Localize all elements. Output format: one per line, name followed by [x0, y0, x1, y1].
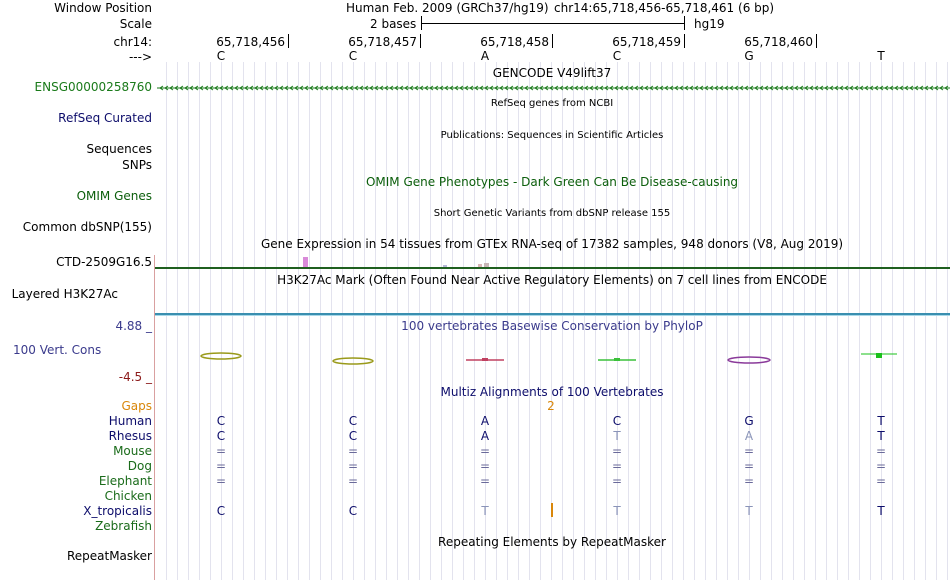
- alignment-base: =: [743, 444, 755, 458]
- species-label[interactable]: Mouse: [113, 444, 152, 458]
- gencode-track-title[interactable]: GENCODE V49lift37: [492, 66, 612, 80]
- omim-track-label[interactable]: OMIM Genes: [76, 189, 152, 203]
- ruler-coordinate: 65,718,460: [744, 35, 813, 49]
- gaps-label[interactable]: Gaps: [121, 399, 152, 413]
- data-area-left-border: [154, 255, 155, 580]
- alignment-base: T: [745, 504, 753, 518]
- pubs-track-title[interactable]: Publications: Sequences in Scientific Articles: [440, 130, 664, 141]
- rmsk-track-title[interactable]: Repeating Elements by RepeatMasker: [438, 535, 666, 549]
- alignment-base: =: [215, 444, 227, 458]
- alignment-base: =: [875, 459, 887, 473]
- cons-track-label[interactable]: 100 Vert. Cons: [13, 343, 102, 357]
- ruler-coordinate: 65,718,458: [480, 35, 549, 49]
- alignment-base: T: [613, 429, 621, 443]
- gap-insert-marker: [551, 503, 553, 517]
- alignment-base: C: [216, 429, 226, 443]
- alignment-base: C: [348, 414, 358, 428]
- cons-glyph: [728, 357, 770, 363]
- alignment-base: =: [347, 459, 359, 473]
- alignment-base: =: [611, 474, 623, 488]
- alignment-base: =: [215, 474, 227, 488]
- ruler-coordinate: 65,718,459: [612, 35, 681, 49]
- alignment-base: =: [875, 474, 887, 488]
- alignment-base: A: [480, 414, 490, 428]
- alignment-base: C: [348, 504, 358, 518]
- alignment-base: =: [347, 474, 359, 488]
- alignment-base: G: [744, 414, 754, 428]
- ruler-coordinate: 65,718,457: [348, 35, 417, 49]
- scale-label: Scale: [119, 17, 152, 31]
- species-label[interactable]: X_tropicalis: [83, 504, 152, 518]
- cons-glyph: [201, 353, 241, 359]
- alignment-base: =: [479, 444, 491, 458]
- rmsk-track-label[interactable]: RepeatMasker: [66, 549, 152, 563]
- scale-text: 2 bases: [370, 17, 417, 31]
- cons-glyph: [333, 358, 373, 364]
- multiz-track-title[interactable]: Multiz Alignments of 100 Vertebrates: [440, 385, 664, 399]
- dbsnp-track-title[interactable]: Short Genetic Variants from dbSNP release 155: [433, 208, 671, 219]
- db-label: hg19: [694, 17, 725, 31]
- alignment-base: T: [877, 504, 885, 518]
- cons-track-title[interactable]: 100 vertebrates Basewise Conservation by PhyloP: [401, 319, 703, 333]
- cons-min-label: -4.5 _: [118, 370, 152, 384]
- species-label[interactable]: Human: [108, 414, 152, 428]
- alignment-base: =: [479, 459, 491, 473]
- cons-glyph-center: [614, 358, 620, 361]
- alignment-base: T: [613, 504, 621, 518]
- alignment-base: =: [743, 459, 755, 473]
- species-label[interactable]: Rhesus: [108, 429, 152, 443]
- species-label[interactable]: Chicken: [104, 489, 152, 503]
- gencode-track-label[interactable]: ENSG00000258760: [34, 80, 152, 94]
- alignment-base: =: [611, 444, 623, 458]
- cons-glyph-center: [482, 358, 488, 361]
- h3k27ac-track-title[interactable]: H3K27Ac Mark (Often Found Near Active Regulatory Elements) on 7 cell lines from ENCODE: [277, 273, 827, 287]
- species-label[interactable]: Elephant: [98, 474, 152, 488]
- alignment-base: C: [216, 504, 226, 518]
- reference-base: C: [612, 49, 622, 63]
- gtex-track-title[interactable]: Gene Expression in 54 tissues from GTEx RNA-seq of 17382 samples, 948 donors (V8, Aug 2019): [260, 237, 844, 251]
- strand-label: --->: [128, 50, 152, 64]
- alignment-base: =: [875, 444, 887, 458]
- window-position-label: Window Position: [54, 1, 152, 15]
- pubs-sequences-label[interactable]: Sequences: [86, 142, 152, 156]
- refseq-track-title[interactable]: RefSeq genes from NCBI: [490, 98, 614, 109]
- assembly-title: Human Feb. 2009 (GRCh37/hg19): [346, 1, 549, 15]
- alignment-base: =: [215, 459, 227, 473]
- alignment-base: C: [216, 414, 226, 428]
- alignment-base: T: [481, 504, 489, 518]
- chrom-label: chr14:: [113, 35, 152, 49]
- cons-max-label: 4.88 _: [115, 319, 152, 333]
- pubs-snps-label[interactable]: SNPs: [122, 158, 152, 172]
- omim-track-title[interactable]: OMIM Gene Phenotypes - Dark Green Can Be Disease-causing: [365, 175, 739, 189]
- cons-glyph-center: [876, 353, 882, 358]
- refseq-track-label[interactable]: RefSeq Curated: [58, 111, 152, 125]
- reference-base: C: [216, 49, 226, 63]
- species-label[interactable]: Zebrafish: [95, 519, 152, 533]
- gaps-value: 2: [547, 399, 555, 413]
- alignment-base: T: [877, 414, 885, 428]
- alignment-base: =: [611, 459, 623, 473]
- alignment-base: =: [347, 444, 359, 458]
- alignment-base: =: [479, 474, 491, 488]
- alignment-base: A: [744, 429, 754, 443]
- reference-base: G: [744, 49, 754, 63]
- h3k27ac-track-label[interactable]: Layered H3K27Ac: [11, 287, 118, 301]
- dbsnp-track-label[interactable]: Common dbSNP(155): [22, 220, 152, 234]
- alignment-base: C: [612, 414, 622, 428]
- ruler-coordinate: 65,718,456: [216, 35, 285, 49]
- alignment-base: C: [348, 429, 358, 443]
- alignment-base: T: [877, 429, 885, 443]
- reference-base: T: [877, 49, 885, 63]
- alignment-base: A: [480, 429, 490, 443]
- gtex-track-label[interactable]: CTD-2509G16.5: [56, 255, 152, 269]
- species-label[interactable]: Dog: [127, 459, 152, 473]
- reference-base: A: [480, 49, 490, 63]
- reference-base: C: [348, 49, 358, 63]
- alignment-base: =: [743, 474, 755, 488]
- position-readout: chr14:65,718,456-65,718,461 (6 bp): [554, 1, 775, 15]
